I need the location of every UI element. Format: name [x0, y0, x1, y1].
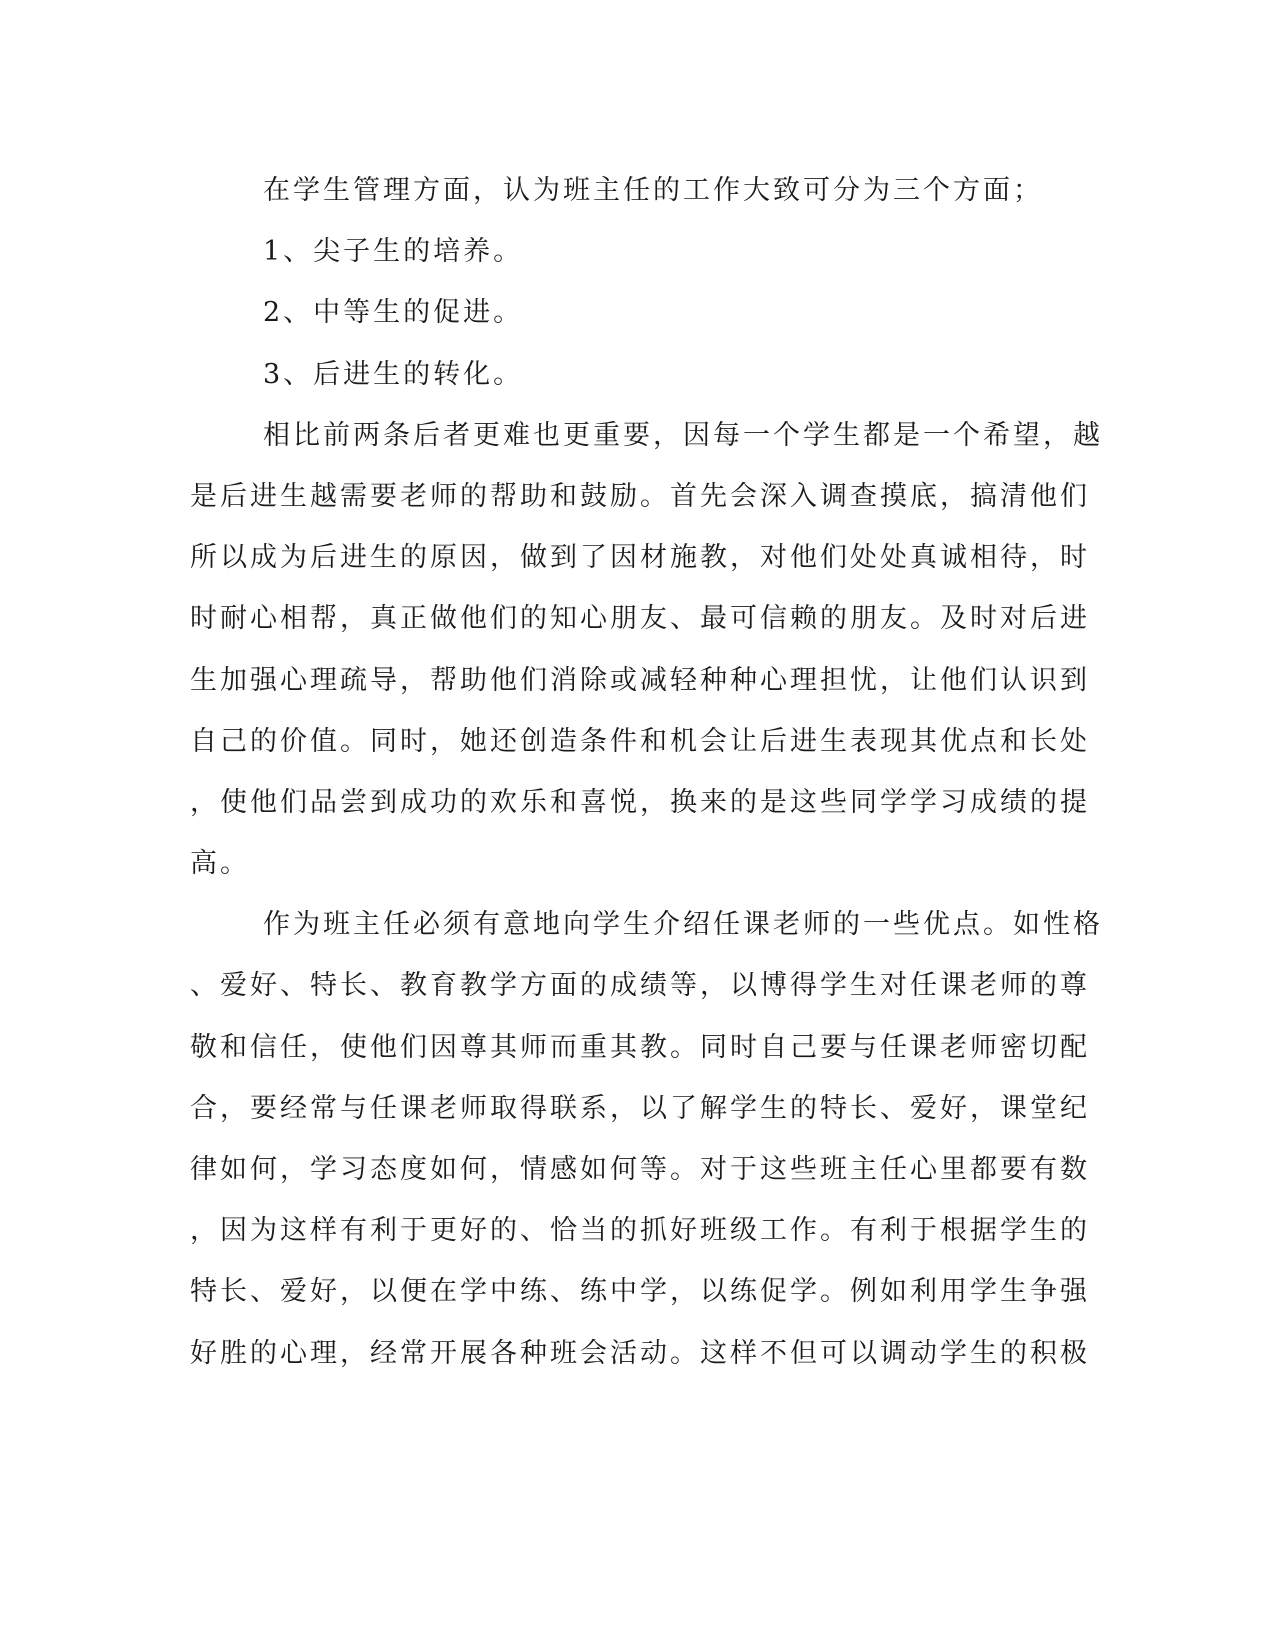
text-line: 律如何，学习态度如何，情感如何等。对于这些班主任心里都要有数 [190, 1154, 1090, 1185]
text-line: 合，要经常与任课老师取得联系，以了解学生的特长、爱好，课堂纪 [190, 1092, 1090, 1124]
text-line: 高。 [190, 848, 250, 880]
text-line: 敬和信任，使他们因尊其师而重其教。同时自己要与任课老师密切配 [190, 1031, 1090, 1063]
text-line: 、爱好、特长、教育教学方面的成绩等，以博得学生对任课老师的尊 [190, 970, 1090, 1002]
text-line: 是后进生越需要老师的帮助和鼓励。首先会深入调查摸底，搞清他们 [190, 480, 1090, 512]
document-body [190, 160, 1103, 1384]
text-line: ，使他们品尝到成功的欢乐和喜悦，换来的是这些同学学习成绩的提 [190, 786, 1090, 818]
text-line: 2、中等生的促进。 [263, 297, 524, 329]
text-line: 相比前两条后者更难也更重要，因每一个学生都是一个希望，越 [263, 419, 1103, 451]
text-line: 生加强心理疏导，帮助他们消除或减轻种种心理担忧，让他们认识到 [190, 664, 1090, 696]
text-line: ，因为这样有利于更好的、恰当的抓好班级工作。有利于根据学生的 [190, 1215, 1090, 1247]
text-line: 作为班主任必须有意地向学生介绍任课老师的一些优点。如性格 [263, 909, 1103, 941]
text-line: 在学生管理方面，认为班主任的工作大致可分为三个方面； [263, 175, 1043, 206]
text-line: 1、尖子生的培养。 [263, 236, 524, 268]
text-line: 自己的价值。同时，她还创造条件和机会让后进生表现其优点和长处 [190, 725, 1090, 757]
text-line: 所以成为后进生的原因，做到了因材施教，对他们处处真诚相待，时 [190, 542, 1090, 574]
text-line: 时耐心相帮，真正做他们的知心朋友、最可信赖的朋友。及时对后进 [190, 603, 1090, 635]
text-line: 3、后进生的转化。 [263, 358, 524, 390]
text-line: 特长、爱好，以便在学中练、练中学，以练促学。例如利用学生争强 [190, 1276, 1090, 1308]
text-line: 好胜的心理，经常开展各种班会活动。这样不但可以调动学生的积极 [190, 1337, 1090, 1369]
